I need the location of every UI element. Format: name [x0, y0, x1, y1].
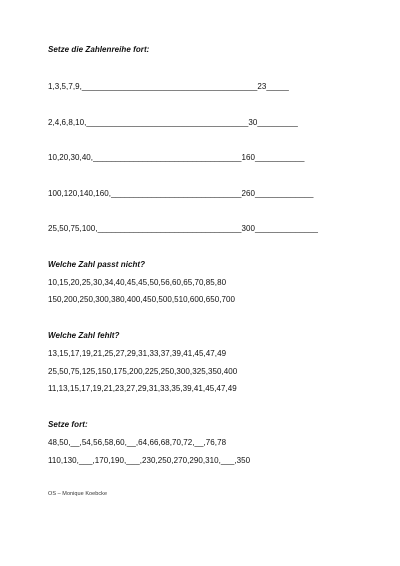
sequence-row-3: 10,20,30,40,_________________________________160___________: [48, 153, 305, 162]
section-heading-missing-number: Welche Zahl fehlt?: [48, 331, 120, 340]
continue-row-2: 110,130,___,170,190,___,230,250,270,290,310,___,350: [48, 456, 251, 465]
odd-one-out-row-2: 150,200,250,300,380,400,450,500,510,600,650,700: [48, 295, 235, 304]
missing-number-row-2: 25,50,75,125,150,175,200,225,250,300,325,350,400: [48, 367, 238, 376]
missing-number-row-3: 11,13,15,17,19,21,23,27,29,31,33,35,39,41,45,47,49: [48, 384, 237, 393]
missing-number-row-1: 13,15,17,19,21,25,27,29,31,33,37,39,41,45,47,49: [48, 349, 227, 358]
footer-author: OS – Monique Koebcke: [48, 491, 108, 497]
section-heading-odd-one-out: Welche Zahl passt nicht?: [48, 260, 146, 269]
sequence-row-5: 25,50,75,100,________________________________300______________: [48, 224, 319, 233]
odd-one-out-row-1: 10,15,20,25,30,34,40,45,45,50,56,60,65,70,85,80: [48, 278, 227, 287]
section-heading-continue: Setze fort:: [48, 420, 88, 429]
continue-row-1: 48,50,__,54,56,58,60,__,64,66,68,70,72,__,76,78: [48, 438, 227, 447]
sequence-row-2: 2,4,6,8,10,____________________________________30_________: [48, 118, 298, 127]
sequence-row-1: 1,3,5,7,9,_______________________________________23_____: [48, 82, 289, 91]
section-heading-continue-sequence: Setze die Zahlenreihe fort:: [48, 45, 150, 54]
sequence-row-4: 100,120,140,160,_____________________________260_____________: [48, 189, 314, 198]
